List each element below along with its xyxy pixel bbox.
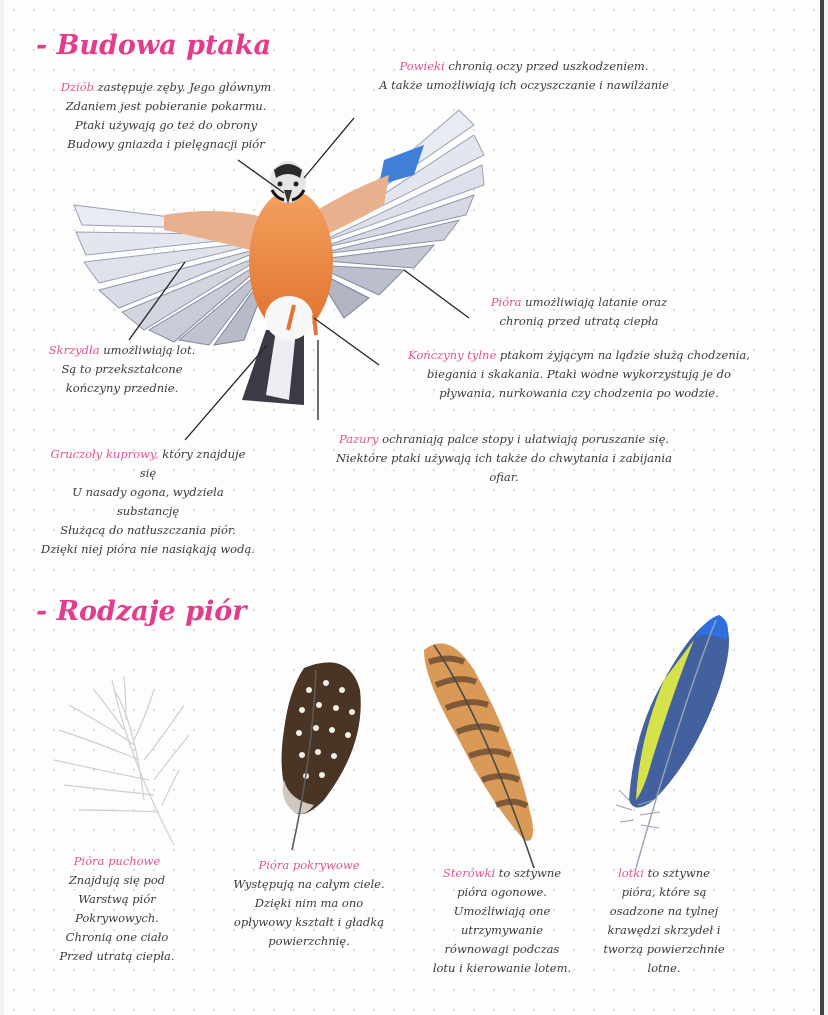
section-title-bird-anatomy: - Budowa ptaka: [36, 30, 272, 61]
annotation-beak: Dziób zastępuje zęby. Jego głównym Zdaniem jest pobieranie pokarmu. Ptaki używają go też do obrony Budowy gniazda i pielęgnacji piór: [60, 80, 272, 151]
notebook-page: [4, 0, 824, 1015]
left-wing: [74, 205, 274, 345]
annotation-hind-limbs: Kończyny tylne ptakom żyjącym na lądzie służą chodzenia, biegania i skakania. Ptaki wodne wykorzystują je do pływania, nurkowania czy chodzenia po wodzie.: [408, 348, 750, 400]
down-feather-illustration: [54, 676, 189, 845]
term-beak: Dziób: [60, 80, 94, 94]
term-hind-limbs: Kończyny tylne: [408, 348, 497, 362]
term-eyelids: Powieki: [399, 59, 445, 73]
annotation-claws: Pazury ochraniają palce stopy i ułatwiają poruszanie się. Niektóre ptaki używają ich także do chwytania i zabijania ofiar.: [336, 432, 672, 484]
term-tail-feathers: Sterówki: [442, 866, 496, 880]
term-claws: Pazury: [338, 432, 379, 446]
annotation-wings: Skrzydła umożliwiają lot. Są to przekształcone kończyny przednie.: [48, 343, 196, 395]
term-preen-gland: Gruczoły kuprowy,: [50, 447, 159, 461]
tail-feather-illustration: [424, 643, 534, 868]
term-flight-feathers: lotki: [618, 866, 644, 880]
term-wings: Skrzydła: [48, 343, 100, 357]
flight-feather-illustration: [616, 615, 729, 868]
caption-down-feathers: Pióra puchowe Znajdują się pod Warstwą piór Pokrywowych. Chronią one ciało Przed utratą ciepła.: [32, 852, 202, 966]
term-feathers: Pióra: [490, 295, 522, 309]
caption-flight-feathers: lotki to sztywne pióra, które są osadzone na tylnej krawędzi skrzydeł i tworzą powierzchnie lotne.: [603, 866, 725, 975]
annotation-preen-gland: Gruczoły kuprowy, który znajduje się U nasady ogona, wydziela substancję Służącą do natłuszczania piór. Dzięki niej pióra nie nasiąkają wodą.: [41, 447, 255, 556]
caption-covert-feathers: Pióra pokrywowe Występują na całym ciele. Dzięki nim ma ono opływowy kształt i gładką powierzchnię.: [209, 856, 409, 951]
annotation-eyelids: Powieki chronią oczy przed uszkodzeniem. A także umożliwiają ich oczyszczanie i nawilżanie: [379, 59, 669, 92]
covert-feather-illustration: [282, 662, 361, 850]
caption-tail-feathers: Sterówki to sztywne pióra ogonowe. Umożliwiają one utrzymywanie równowagi podczas lotu i kierowanie lotem.: [432, 866, 572, 975]
annotation-feathers: Pióra umożliwiają latanie oraz chronią przed utratą ciepła: [490, 295, 668, 328]
term-down-feathers: Pióra puchowe: [73, 854, 161, 868]
term-covert-feathers: Pióra pokrywowe: [258, 858, 360, 872]
section-title-feather-types: - Rodzaje piór: [36, 596, 247, 627]
